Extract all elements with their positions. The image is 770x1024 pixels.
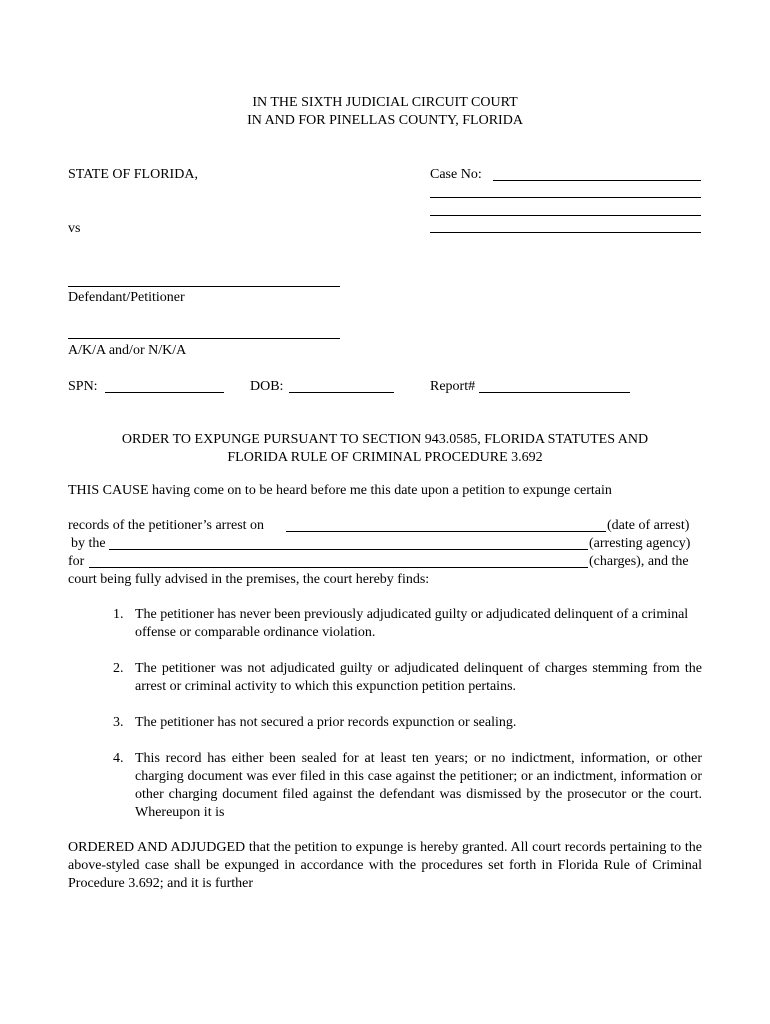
date-of-arrest-field[interactable] [286,531,606,532]
finding-2-number: 2. [113,661,124,676]
versus-label: vs [68,221,81,236]
finding-1-text: The petitioner has never been previously adjudicated guilty or adjudicated delinquent of a criminal offense or comparable ordinance violation. [135,607,689,640]
aka-field[interactable] [68,338,340,339]
case-no-label: Case No: [430,167,482,182]
spn-label: SPN: [68,379,98,394]
court-county: IN AND FOR PINELLAS COUNTY, FLORIDA [247,113,523,128]
court-name: IN THE SIXTH JUDICIAL CIRCUIT COURT [252,95,518,110]
finding-4-text: This record has either been sealed for at least ten years; or no indictment, information, or other charging document was ever filed in this case against the petitioner; or an indictment, information or other charging document filed against the defendant was dismissed by the prosecutor or the court. Whereupon it is [135,751,702,820]
ordered-adjudged-paragraph: ORDERED AND ADJUDGED that the petition to expunge is hereby granted. All court records pertaining to the above-styled case shall be expunged in accordance with the procedures set forth in Florida Rule of Criminal Procedure 3.692; and it is further [68,840,702,891]
records-prefix: records of the petitioner’s arrest on [68,518,265,533]
case-no-extra-line-2[interactable] [430,215,701,216]
report-label: Report# [430,379,476,394]
date-of-arrest-label: (date of arrest) [607,518,690,533]
plaintiff-name: STATE OF FLORIDA, [68,167,198,182]
defendant-name-field[interactable] [68,286,340,287]
dob-label: DOB: [250,379,284,394]
case-no-extra-line-3[interactable] [430,232,701,233]
charges-field[interactable] [89,567,588,568]
spn-field[interactable] [105,392,224,393]
finding-1-number: 1. [113,607,124,622]
aka-label: A/K/A and/or N/K/A [68,343,187,358]
by-the-label: by the [71,536,106,551]
arresting-agency-field[interactable] [109,549,588,550]
for-label: for [68,554,85,569]
finding-3-text: The petitioner has not secured a prior records expunction or sealing. [135,715,517,730]
arresting-agency-label: (arresting agency) [589,536,691,551]
case-no-field[interactable] [493,180,701,181]
court-advised-text: court being fully advised in the premises, the court hereby finds: [68,572,430,587]
finding-4-number: 4. [113,751,124,766]
dob-field[interactable] [289,392,394,393]
finding-3-number: 3. [113,715,124,730]
finding-2-text: The petitioner was not adjudicated guilty or adjudicated delinquent of charges stemming from the arrest or criminal activity to which this expunction petition pertains. [135,661,702,694]
report-field[interactable] [479,392,630,393]
order-title-line-2: FLORIDA RULE OF CRIMINAL PROCEDURE 3.692 [227,450,543,465]
order-title-line-1: ORDER TO EXPUNGE PURSUANT TO SECTION 943.0585, FLORIDA STATUTES AND [121,432,649,447]
defendant-label: Defendant/Petitioner [68,290,185,305]
charges-label: (charges), and the [589,554,689,569]
case-no-extra-line-1[interactable] [430,197,701,198]
this-cause-text: THIS CAUSE having come on to be heard before me this date upon a petition to expunge certain [68,483,612,498]
